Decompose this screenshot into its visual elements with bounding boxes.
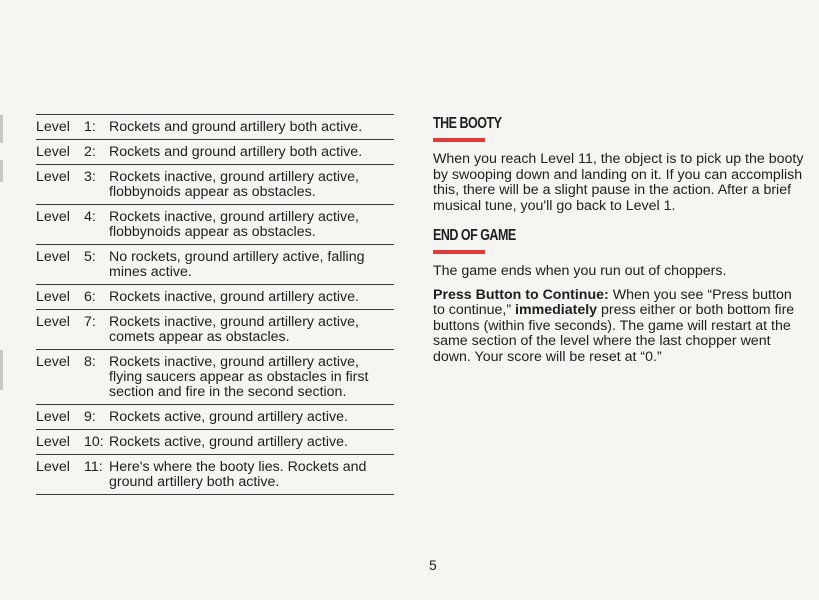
level-description: No rockets, ground artillery active, falling mines active. (109, 249, 365, 280)
right-column (433, 110, 805, 373)
level-label (36, 460, 109, 475)
page-number: 5 (429, 557, 437, 573)
level-word: Level (36, 314, 70, 330)
level-word: Level (36, 434, 70, 450)
level-row (36, 430, 394, 455)
level-word: Level (36, 354, 70, 370)
level-row (36, 115, 394, 140)
level-table (36, 114, 394, 495)
level-word: Level (36, 144, 70, 160)
level-number: 1: (84, 119, 96, 135)
level-description: Rockets inactive, ground artillery active, flying saucers appear as obstacles in first section and fire in the second section. (109, 354, 369, 400)
level-description: Rockets active, ground artillery active. (109, 434, 348, 450)
level-row (36, 350, 394, 405)
level-description: Rockets inactive, ground artillery active. (109, 289, 359, 305)
press-button-label: Press Button to Continue: (433, 286, 609, 303)
press-button-text-a: When you see “Press button to continue,” (433, 286, 792, 318)
level-number: 11: (84, 459, 103, 475)
level-number: 6: (84, 289, 96, 305)
booty-underline (433, 138, 485, 142)
level-label (36, 250, 109, 265)
level-label (36, 290, 109, 305)
level-label (36, 315, 109, 330)
end-of-game-paragraph-2 (433, 288, 805, 366)
level-row (36, 285, 394, 310)
level-word: Level (36, 459, 70, 475)
level-number: 5: (84, 249, 96, 265)
level-word: Level (36, 209, 70, 225)
level-description: Rockets inactive, ground artillery active, flobbynoids appear as obstacles. (109, 209, 359, 240)
level-word: Level (36, 119, 70, 135)
end-of-game-paragraph-1: The game ends when you run out of choppers. (433, 263, 727, 279)
level-row (36, 165, 394, 205)
level-label (36, 210, 109, 225)
level-number: 3: (84, 169, 96, 185)
level-description: Rockets and ground artillery both active. (109, 144, 363, 160)
level-row (36, 245, 394, 285)
level-word: Level (36, 249, 70, 265)
level-row (36, 205, 394, 245)
binding-mark-top (0, 115, 3, 143)
binding-mark-middle (0, 160, 3, 182)
booty-paragraph: When you reach Level 11, the object is to pick up the booty by swooping down and landing on it. If you can accomplish this, there will be a slight pause in the action. After a brief musical tune, you'll go back to Level 1. (433, 151, 804, 214)
end-of-game-underline (433, 250, 485, 254)
immediately-emphasis: immediately (515, 302, 598, 318)
level-word: Level (36, 169, 70, 185)
level-label (36, 410, 109, 425)
level-row (36, 405, 394, 430)
level-label (36, 355, 109, 370)
level-number: 4: (84, 209, 96, 225)
level-row (36, 455, 394, 495)
level-description: Rockets inactive, ground artillery active, flobbynoids appear as obstacles. (109, 169, 359, 200)
booty-heading: THE BOOTY (433, 114, 502, 132)
level-word: Level (36, 289, 70, 305)
end-of-game-heading: END OF GAME (433, 226, 516, 244)
level-row (36, 140, 394, 165)
level-number: 8: (84, 354, 96, 370)
level-label (36, 435, 109, 450)
level-number: 10: (84, 434, 104, 450)
level-description: Rockets active, ground artillery active. (109, 409, 348, 425)
level-description: Rockets inactive, ground artillery active, comets appear as obstacles. (109, 314, 359, 345)
level-description: Here's where the booty lies. Rockets and ground artillery both active. (109, 459, 367, 490)
press-button-text-b: press either or both bottom fire buttons (within five seconds). The game will restart at the same section of the level where the last chopper went down. Your score will be reset at “0.” (433, 302, 795, 365)
level-label (36, 145, 109, 160)
binding-mark-bottom (0, 350, 3, 390)
level-label (36, 120, 109, 135)
level-number: 2: (84, 144, 96, 160)
level-word: Level (36, 409, 70, 425)
level-number: 9: (84, 409, 96, 425)
level-number: 7: (84, 314, 96, 330)
level-label (36, 170, 109, 185)
level-row (36, 310, 394, 350)
level-description: Rockets and ground artillery both active. (109, 119, 363, 135)
